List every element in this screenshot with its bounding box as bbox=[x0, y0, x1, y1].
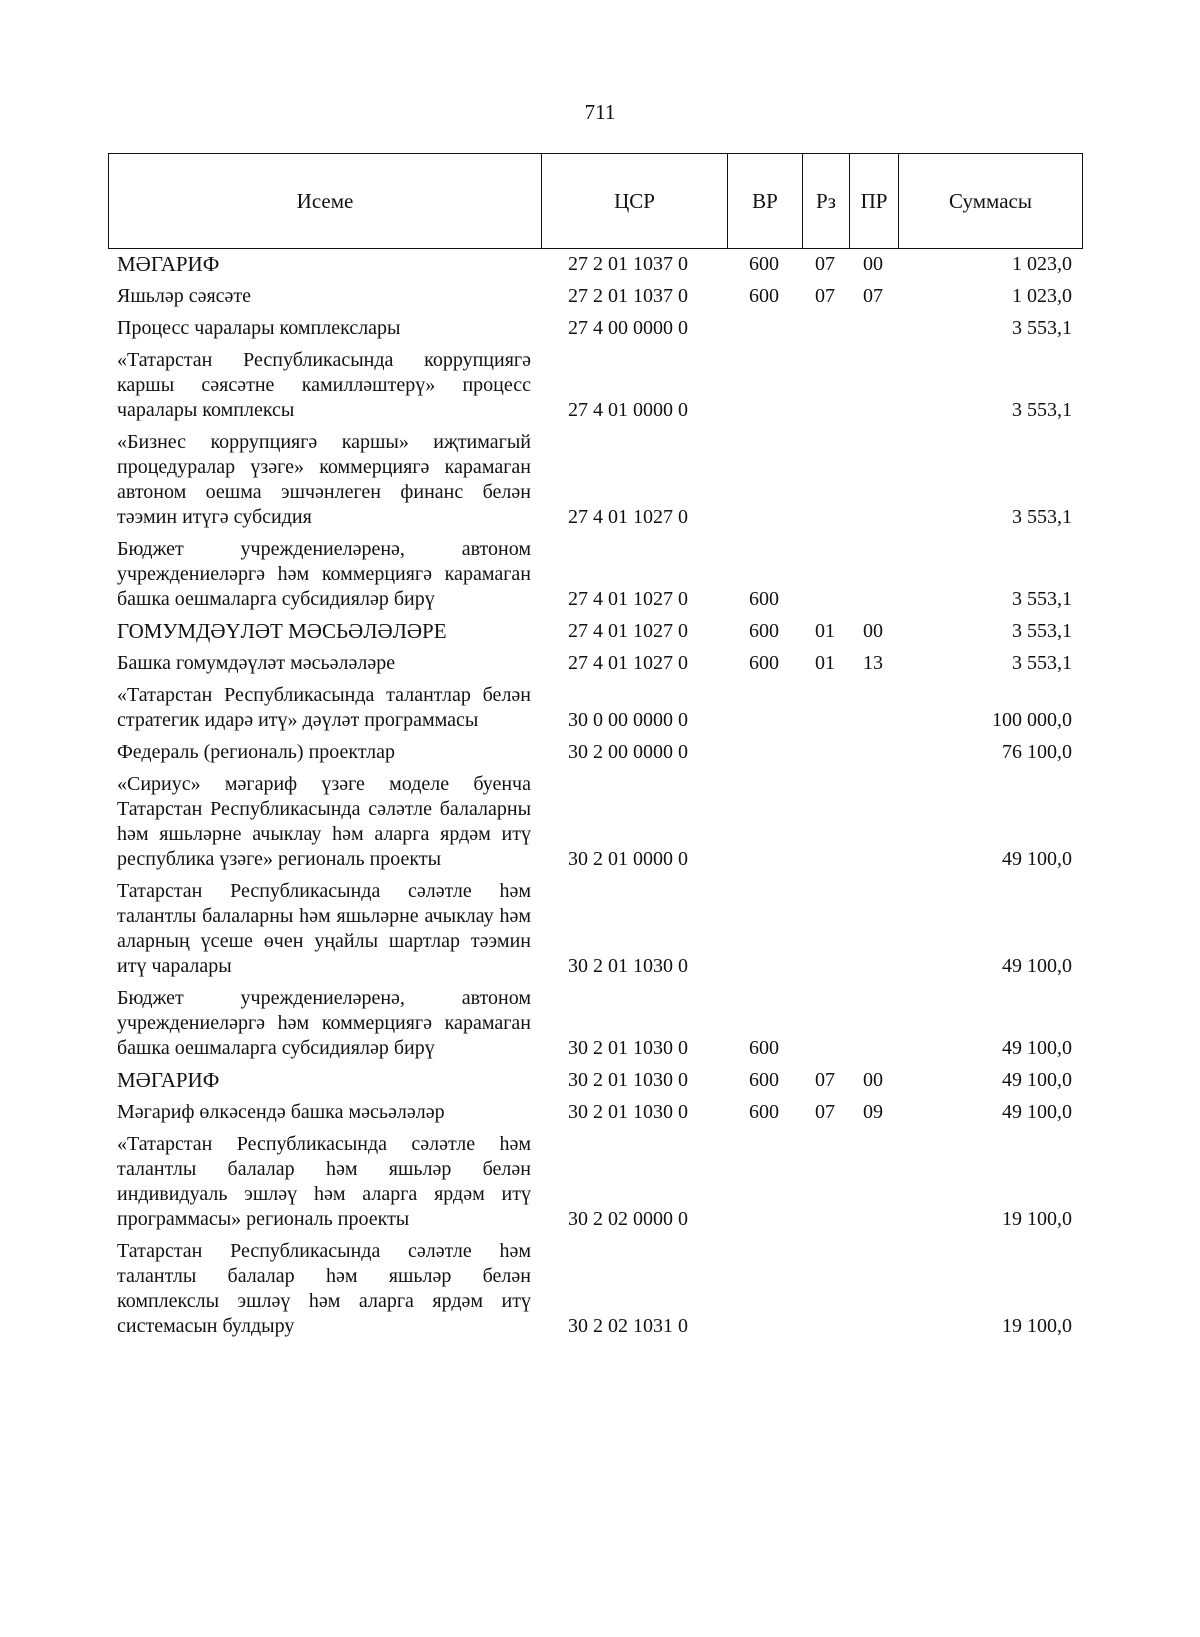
row-rz: 07 bbox=[815, 253, 835, 275]
row-name: ГОМУМДӘҮЛӘТ МӘСЬӘЛӘЛӘРЕ bbox=[117, 619, 447, 643]
row-rz bbox=[802, 875, 849, 982]
table-header bbox=[108, 153, 1083, 249]
row-pr bbox=[849, 1128, 898, 1235]
row-csr: 27 4 00 0000 0 bbox=[568, 317, 688, 339]
row-name: Башка гомумдәүләт мәсьәләләре bbox=[117, 652, 396, 674]
row-name: Бюджет учреждениеләренә, автоном учреждениеләргә һәм коммерциягә карамаган башка оешмаларга субсидияләр бирү bbox=[117, 987, 531, 1059]
row-vr: 600 bbox=[749, 620, 779, 642]
row-vr: 600 bbox=[749, 1101, 779, 1123]
row-csr: 27 4 01 0000 0 bbox=[568, 399, 688, 421]
row-pr bbox=[849, 736, 898, 768]
table-row bbox=[108, 426, 1082, 533]
row-rz bbox=[802, 1128, 849, 1235]
row-pr: 00 bbox=[863, 620, 883, 642]
row-vr bbox=[727, 1128, 802, 1235]
row-csr: 30 2 02 0000 0 bbox=[568, 1208, 688, 1230]
row-sum: 19 100,0 bbox=[1002, 1208, 1072, 1230]
table-row bbox=[108, 1235, 1082, 1342]
row-vr: 600 bbox=[749, 285, 779, 307]
row-sum: 100 000,0 bbox=[992, 709, 1072, 731]
row-name: Процесс чаралары комплекслары bbox=[117, 317, 401, 339]
row-sum: 1 023,0 bbox=[1012, 253, 1072, 275]
row-name: «Сириус» мәгариф үзәге моделе буенча Татарстан Республикасында сәләтле балаларны һәм яшьләрне ачыклау һәм аларга ярдәм итү республика үзәге» региональ проекты bbox=[117, 773, 531, 870]
row-pr bbox=[849, 982, 898, 1064]
row-pr bbox=[849, 679, 898, 736]
row-rz: 07 bbox=[815, 1101, 835, 1123]
row-name: МӘГАРИФ bbox=[117, 252, 220, 276]
row-sum: 3 553,1 bbox=[1012, 317, 1072, 339]
row-csr: 27 4 01 1027 0 bbox=[568, 506, 688, 528]
table-row bbox=[108, 533, 1082, 615]
row-sum: 1 023,0 bbox=[1012, 285, 1072, 307]
row-vr bbox=[727, 679, 802, 736]
row-rz: 07 bbox=[815, 285, 835, 307]
row-pr: 13 bbox=[863, 652, 883, 674]
row-csr: 27 4 01 1027 0 bbox=[568, 588, 688, 610]
row-rz bbox=[802, 679, 849, 736]
header-vr: ВР bbox=[728, 154, 803, 249]
row-csr: 30 2 01 1030 0 bbox=[568, 955, 688, 977]
header-row bbox=[109, 154, 1083, 249]
row-vr bbox=[727, 312, 802, 344]
row-pr: 00 bbox=[863, 1069, 883, 1091]
row-csr: 27 4 01 1027 0 bbox=[568, 652, 688, 674]
row-vr: 600 bbox=[749, 588, 779, 610]
row-pr bbox=[849, 344, 898, 426]
table-row bbox=[108, 1128, 1082, 1235]
row-vr: 600 bbox=[749, 652, 779, 674]
row-pr: 07 bbox=[863, 285, 883, 307]
row-vr bbox=[727, 426, 802, 533]
row-name: Яшьләр сәясәте bbox=[117, 285, 252, 307]
row-sum: 3 553,1 bbox=[1012, 652, 1072, 674]
row-pr bbox=[849, 768, 898, 875]
header-pr: ПР bbox=[850, 154, 899, 249]
row-name: «Татарстан Республикасында коррупциягә каршы сәясәтне камилләштерү» процесс чаралары комплексы bbox=[117, 349, 531, 421]
row-vr: 600 bbox=[749, 253, 779, 275]
table-row bbox=[108, 1064, 1082, 1096]
row-sum: 76 100,0 bbox=[1002, 741, 1072, 763]
table-row bbox=[108, 736, 1082, 768]
row-sum: 19 100,0 bbox=[1002, 1315, 1072, 1337]
row-sum: 49 100,0 bbox=[1002, 1037, 1072, 1059]
row-vr: 600 bbox=[749, 1037, 779, 1059]
row-csr: 30 2 01 1030 0 bbox=[568, 1101, 688, 1123]
table-row bbox=[108, 679, 1082, 736]
row-csr: 27 4 01 1027 0 bbox=[568, 620, 688, 642]
row-csr: 27 2 01 1037 0 bbox=[568, 285, 688, 307]
row-name: Татарстан Республикасында сәләтле һәм талантлы балаларны һәм яшьләрне ачыклау һәм аларның үсеше өчен уңайлы шартлар тәэмин итү чаралары bbox=[117, 880, 531, 977]
row-rz: 01 bbox=[815, 652, 835, 674]
table-row bbox=[108, 280, 1082, 312]
row-pr bbox=[849, 312, 898, 344]
table-row bbox=[108, 1096, 1082, 1128]
row-csr: 30 2 01 1030 0 bbox=[568, 1037, 688, 1059]
row-name: «Татарстан Республикасында талантлар белән стратегик идарә итү» дәүләт программасы bbox=[117, 684, 531, 731]
row-rz: 01 bbox=[815, 620, 835, 642]
row-vr bbox=[727, 875, 802, 982]
row-csr: 30 2 00 0000 0 bbox=[568, 741, 688, 763]
header-sum: Суммасы bbox=[899, 154, 1083, 249]
row-pr bbox=[849, 875, 898, 982]
row-rz bbox=[802, 426, 849, 533]
row-name: «Бизнес коррупциягә каршы» иҗтимагый процедуралар үзәге» коммерциягә карамаган автоном оешма эшчәнлеген финанс белән тәэмин итүгә субсидия bbox=[117, 431, 531, 528]
row-name: Федераль (региональ) проектлар bbox=[117, 741, 395, 763]
page-number: 711 bbox=[584, 100, 616, 124]
row-rz bbox=[802, 312, 849, 344]
row-name: Бюджет учреждениеләренә, автоном учреждениеләргә һәм коммерциягә карамаган башка оешмаларга субсидияләр бирү bbox=[117, 538, 531, 610]
table-row bbox=[108, 875, 1082, 982]
row-vr bbox=[727, 344, 802, 426]
row-sum: 3 553,1 bbox=[1012, 620, 1072, 642]
header-rz: Рз bbox=[803, 154, 850, 249]
row-name: «Татарстан Республикасында сәләтле һәм талантлы балалар һәм яшьләр белән индивидуаль эшләү һәм аларга ярдәм итү программасы» региональ проекты bbox=[117, 1133, 531, 1230]
row-pr bbox=[849, 426, 898, 533]
row-name: Татарстан Республикасында сәләтле һәм талантлы балалар һәм яшьләр белән комплекслы эшләү һәм аларга ярдәм итү системасын булдыру bbox=[117, 1240, 531, 1337]
row-sum: 3 553,1 bbox=[1012, 399, 1072, 421]
row-csr: 30 2 02 1031 0 bbox=[568, 1315, 688, 1337]
table-row bbox=[108, 768, 1082, 875]
row-pr: 09 bbox=[863, 1101, 883, 1123]
row-sum: 49 100,0 bbox=[1002, 848, 1072, 870]
header-name: Исеме bbox=[109, 154, 542, 249]
row-sum: 49 100,0 bbox=[1002, 1069, 1072, 1091]
row-csr: 30 2 01 1030 0 bbox=[568, 1069, 688, 1091]
row-sum: 49 100,0 bbox=[1002, 955, 1072, 977]
row-rz bbox=[802, 768, 849, 875]
row-rz bbox=[802, 982, 849, 1064]
table-row bbox=[108, 615, 1082, 647]
table-row bbox=[108, 248, 1082, 280]
row-rz bbox=[802, 1235, 849, 1342]
row-csr: 30 2 01 0000 0 bbox=[568, 848, 688, 870]
budget-table bbox=[108, 248, 1082, 1342]
row-rz bbox=[802, 533, 849, 615]
row-csr: 30 0 00 0000 0 bbox=[568, 709, 688, 731]
row-vr bbox=[727, 736, 802, 768]
table-row bbox=[108, 312, 1082, 344]
header-csr: ЦСР bbox=[542, 154, 728, 249]
row-rz: 07 bbox=[815, 1069, 835, 1091]
budget-table-body bbox=[108, 248, 1082, 1342]
table-row bbox=[108, 982, 1082, 1064]
row-name: МӘГАРИФ bbox=[117, 1068, 220, 1092]
row-name: Мәгариф өлкәсендә башка мәсьәләләр bbox=[117, 1101, 445, 1123]
table-row bbox=[108, 344, 1082, 426]
row-pr bbox=[849, 533, 898, 615]
row-sum: 3 553,1 bbox=[1012, 506, 1072, 528]
row-vr: 600 bbox=[749, 1069, 779, 1091]
row-sum: 49 100,0 bbox=[1002, 1101, 1072, 1123]
row-sum: 3 553,1 bbox=[1012, 588, 1072, 610]
table-row bbox=[108, 647, 1082, 679]
row-vr bbox=[727, 768, 802, 875]
row-pr bbox=[849, 1235, 898, 1342]
row-vr bbox=[727, 1235, 802, 1342]
row-rz bbox=[802, 344, 849, 426]
row-rz bbox=[802, 736, 849, 768]
row-pr: 00 bbox=[863, 253, 883, 275]
row-csr: 27 2 01 1037 0 bbox=[568, 253, 688, 275]
